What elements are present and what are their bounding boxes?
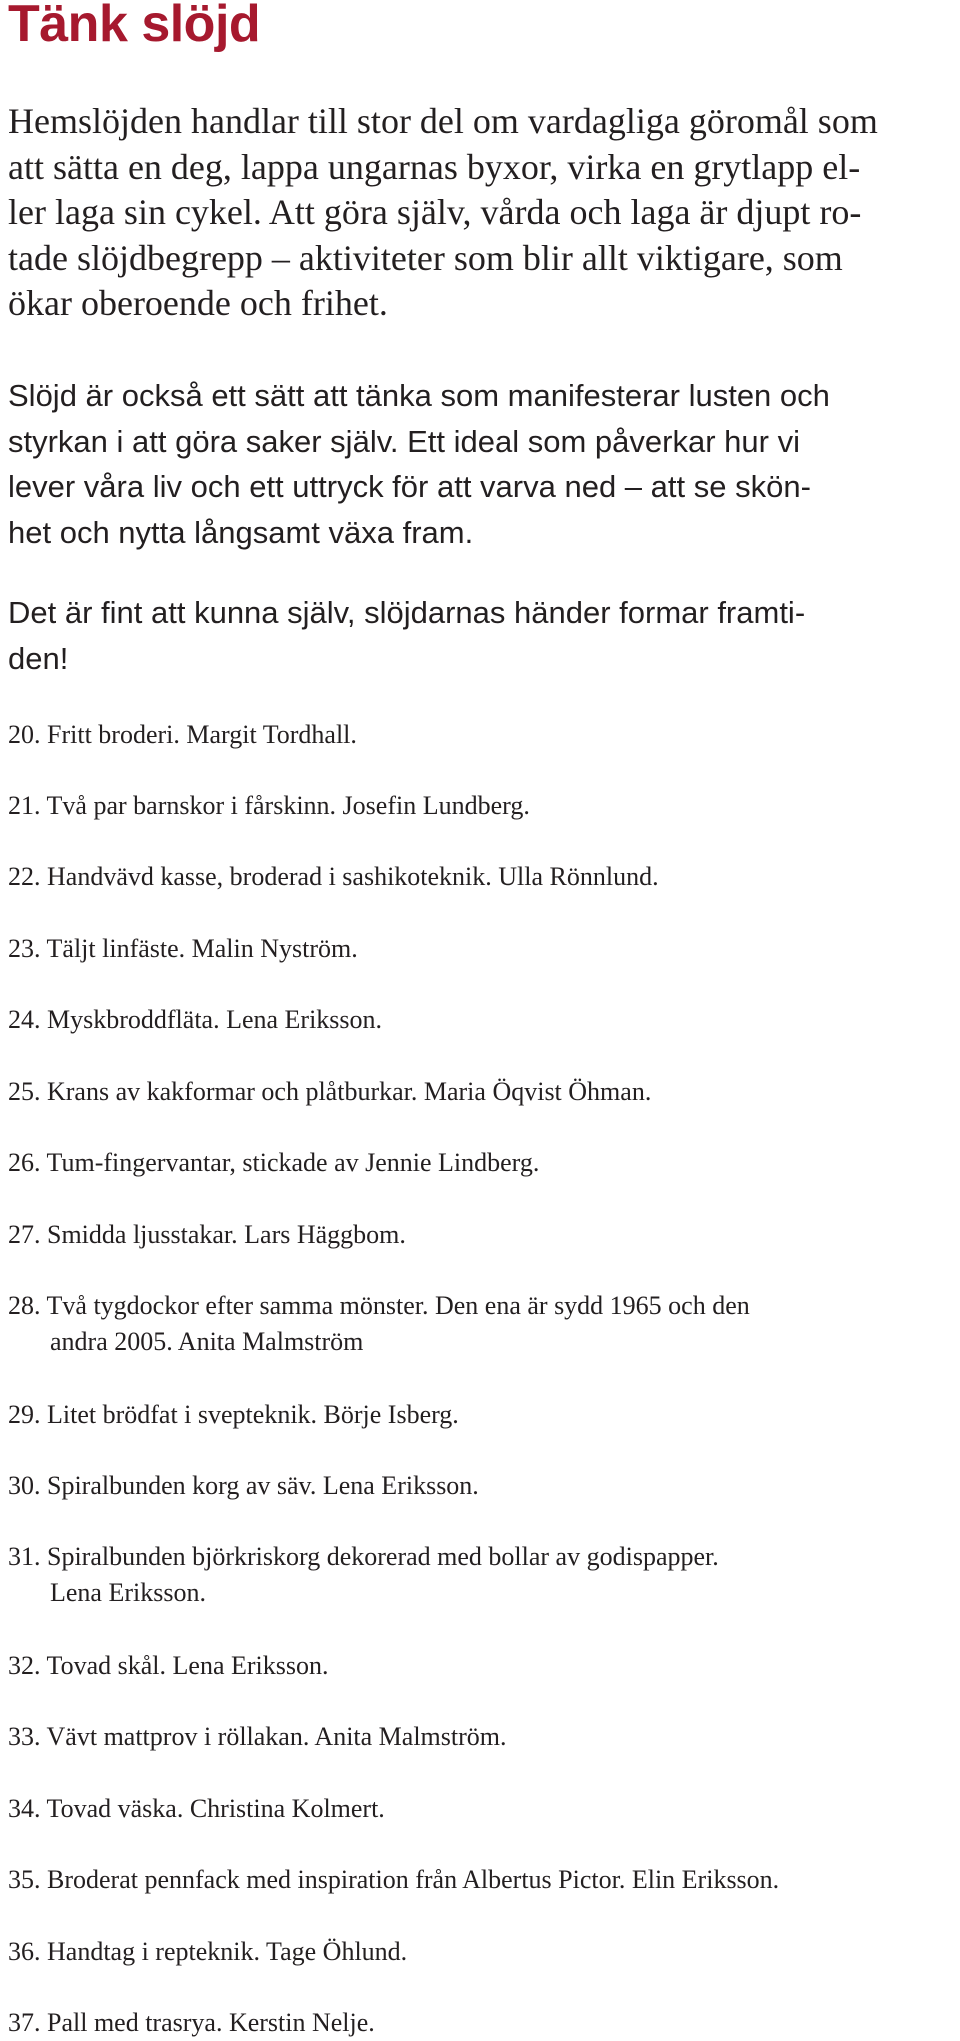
caption-line: Lena Eriksson. — [50, 1578, 206, 1607]
caption-item — [8, 788, 530, 824]
caption-item — [8, 1397, 459, 1433]
caption-line: 21. Två par barnskor i fårskinn. Josefin Lundberg. — [8, 791, 530, 820]
paragraph-line: styrkan i att göra saker själv. Ett ideal som påverkar hur vi — [8, 423, 800, 459]
caption-line: 22. Handvävd kasse, broderad i sashikoteknik. Ulla Rönnlund. — [8, 862, 659, 891]
caption-item — [8, 1145, 539, 1181]
caption-line: 25. Krans av kakformar och plåtburkar. Maria Öqvist Öhman. — [8, 1077, 652, 1106]
caption-line: 36. Handtag i repteknik. Tage Öhlund. — [8, 1937, 408, 1966]
caption-line: 32. Tovad skål. Lena Eriksson. — [8, 1651, 329, 1680]
intro-line: tade slöjdbegrepp – aktiviteter som blir allt viktigare, som — [8, 237, 843, 278]
caption-line: 30. Spiralbunden korg av säv. Lena Eriksson. — [8, 1471, 479, 1500]
caption-line: 35. Broderat pennfack med inspiration från Albertus Pictor. Elin Eriksson. — [8, 1865, 780, 1894]
caption-line: 29. Litet brödfat i svepteknik. Börje Isberg. — [8, 1400, 459, 1429]
paragraph-line: het och nytta långsamt växa fram. — [8, 514, 474, 550]
caption-line: andra 2005. Anita Malmström — [50, 1327, 364, 1356]
caption-item — [8, 1074, 651, 1110]
paragraph-line: Det är fint att kunna själv, slöjdarnas händer formar framti- — [8, 595, 806, 630]
caption-item — [8, 1539, 719, 1611]
caption-item — [8, 931, 358, 967]
caption-line: 31. Spiralbunden björkriskorg dekorerad med bollar av godispapper. — [8, 1542, 719, 1571]
page-title: Tänk slöjd — [8, 0, 261, 53]
caption-item — [8, 2005, 375, 2041]
intro-line: ökar oberoende och frihet. — [8, 283, 388, 323]
body-paragraph-3 — [8, 590, 958, 681]
caption-item — [8, 1719, 507, 1755]
body-paragraph-2 — [8, 373, 958, 555]
caption-line: 33. Vävt mattprov i röllakan. Anita Malmström. — [8, 1722, 507, 1751]
paragraph-line: den! — [8, 640, 69, 676]
caption-item — [8, 717, 357, 753]
intro-line: Hemslöjden handlar till stor del om vardagliga göromål som — [8, 101, 878, 141]
caption-item — [8, 859, 659, 895]
caption-line: 20. Fritt broderi. Margit Tordhall. — [8, 720, 357, 749]
caption-line: 28. Två tygdockor efter samma mönster. Den ena är sydd 1965 och den — [8, 1291, 750, 1320]
caption-line: 37. Pall med trasrya. Kerstin Nelje. — [8, 2008, 375, 2037]
caption-line: 24. Myskbroddfläta. Lena Eriksson. — [8, 1005, 383, 1034]
caption-item — [8, 1002, 382, 1038]
intro-line: ler laga sin cykel. Att göra själv, vårda och laga är djupt ro- — [8, 192, 862, 232]
caption-line: 26. Tum-fingervantar, stickade av Jennie Lindberg. — [8, 1148, 540, 1177]
paragraph-line: lever våra liv och ett uttryck för att varva ned – att se skön- — [8, 469, 811, 504]
intro-line: att sätta en deg, lappa ungarnas byxor, virka en grytlapp el- — [8, 146, 861, 187]
intro-paragraph — [8, 99, 958, 327]
caption-item — [8, 1217, 406, 1253]
paragraph-line: Slöjd är också ett sätt att tänka som manifesterar lusten och — [8, 378, 830, 413]
caption-item — [8, 1862, 779, 1898]
caption-item — [8, 1468, 479, 1504]
caption-item — [8, 1934, 407, 1970]
caption-item — [8, 1791, 385, 1827]
caption-line: 23. Täljt linfäste. Malin Nyström. — [8, 934, 358, 963]
caption-item — [8, 1648, 328, 1684]
caption-line: 34. Tovad väska. Christina Kolmert. — [8, 1794, 385, 1823]
caption-line: 27. Smidda ljusstakar. Lars Häggbom. — [8, 1220, 406, 1249]
caption-item — [8, 1288, 750, 1360]
